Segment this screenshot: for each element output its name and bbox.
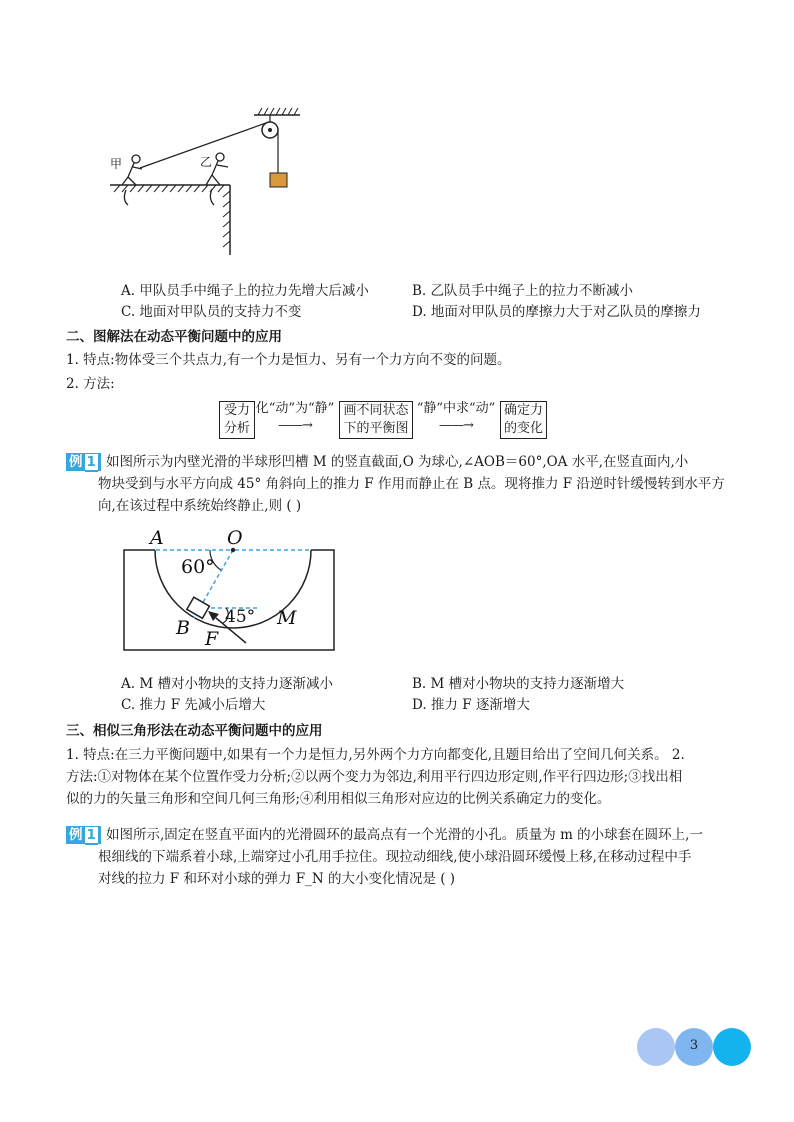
section2-title: 二、图解法在动态平衡问题中的应用 (66, 329, 282, 345)
flow-box-force-analysis (219, 401, 255, 439)
flow-box-determine-change (500, 401, 547, 439)
label-B: B (176, 617, 190, 639)
flow-label-1: 化“动”为“静” (255, 401, 335, 416)
label-angle60: 60° (181, 556, 215, 578)
example2-line2: 根细线的下端系着小球,上端穿过小孔用手拉住。现拉动细线,使小球沿圆环缓慢上移,在移动过程中手 (98, 849, 692, 865)
example1-line2: 物块受到与水平方向成 45° 角斜向上的推力 F 作用而静止在 B 点。现将推力 F 沿逆时针缓慢转到水平方 (98, 476, 725, 492)
flow-label-2: “静”中求“动” (416, 401, 496, 416)
flow-box2-line1: 画不同状态 (343, 403, 409, 418)
q1-option-c[interactable]: C. 地面对甲队员的支持力不变 (121, 304, 302, 320)
flow-box-draw-balance (339, 401, 413, 439)
flow-box2-line2: 下的平衡图 (343, 421, 409, 436)
example1-line3: 向,在该过程中系统始终静止,则 ( ) (98, 498, 302, 514)
label-M: M (277, 607, 297, 629)
example2-tag (66, 826, 101, 844)
page-number: 3 (689, 1038, 699, 1053)
q1-option-d[interactable]: D. 地面对甲队员的摩擦力大于对乙队员的摩擦力 (412, 304, 701, 320)
q1-option-a[interactable]: A. 甲队员手中绳子上的拉力先增大后减小 (121, 283, 369, 299)
section3-line3: 似的力的矢量三角形和空间几何三角形;④利用相似三角形对应边的比例关系确定力的变化。 (66, 791, 611, 807)
flow-arrow-1: ——→ (278, 418, 312, 433)
label-yi: 乙 (200, 155, 213, 169)
section3-title: 三、相似三角形法在动态平衡问题中的应用 (66, 723, 323, 739)
flow-arrow-2: ——→ (439, 418, 473, 433)
section2-feature: 1. 特点:物体受三个共点力,有一个力是恒力、另有一个力方向不变的问题。 (66, 352, 511, 368)
page-circle-left (637, 1028, 675, 1066)
q2-option-c[interactable]: C. 推力 F 先减小后增大 (121, 697, 266, 713)
flow-box1-line2: 分析 (223, 421, 250, 436)
example1-tag-label: 例 (69, 454, 83, 470)
q2-option-d[interactable]: D. 推力 F 逐渐增大 (412, 697, 530, 713)
pulley-figure (100, 105, 300, 255)
q2-option-a[interactable]: A. M 槽对小物块的支持力逐渐减小 (121, 676, 333, 692)
label-A: A (150, 527, 164, 549)
example2-line1: 如图所示,固定在竖直平面内的光滑圆环的最高点有一个光滑的小孔。质量为 m 的小球套在圆环上,一 (106, 827, 703, 843)
section2-method: 2. 方法: (66, 376, 115, 392)
q2-option-b[interactable]: B. M 槽对小物块的支持力逐渐增大 (412, 676, 625, 692)
label-angle45: 45° (225, 607, 256, 627)
example2-tag-number: 1 (86, 827, 96, 843)
example1-tag (66, 453, 101, 471)
page-circle-right (713, 1028, 751, 1066)
example2-line3: 对线的拉力 F 和环对小球的弹力 F_N 的大小变化情况是 ( ) (98, 871, 456, 887)
flow-box3-line2: 的变化 (503, 421, 543, 436)
flow-box3-line1: 确定力 (503, 403, 543, 418)
label-F: F (205, 628, 219, 650)
label-jia: 甲 (110, 157, 123, 171)
q1-option-b[interactable]: B. 乙队员手中绳子上的拉力不断减小 (412, 283, 634, 299)
example2-tag-label: 例 (69, 827, 83, 843)
section3-line1: 1. 特点:在三力平衡问题中,如果有一个力是恒力,另外两个力方向都变化,且题目给出了空间几何关系。 2. (66, 747, 685, 763)
example1-line1: 如图所示为内壁光滑的半球形凹槽 M 的竖直截面,O 为球心,∠AOB＝60°,OA 水平,在竖直面内,小 (106, 454, 689, 470)
flow-box1-line1: 受力 (223, 403, 250, 418)
section3-line2: 方法:①对物体在某个位置作受力分析;②以两个变力为邻边,利用平行四边形定则,作平行四边形;③找出相 (66, 769, 683, 785)
label-O: O (227, 527, 243, 549)
example1-tag-number: 1 (86, 454, 96, 470)
